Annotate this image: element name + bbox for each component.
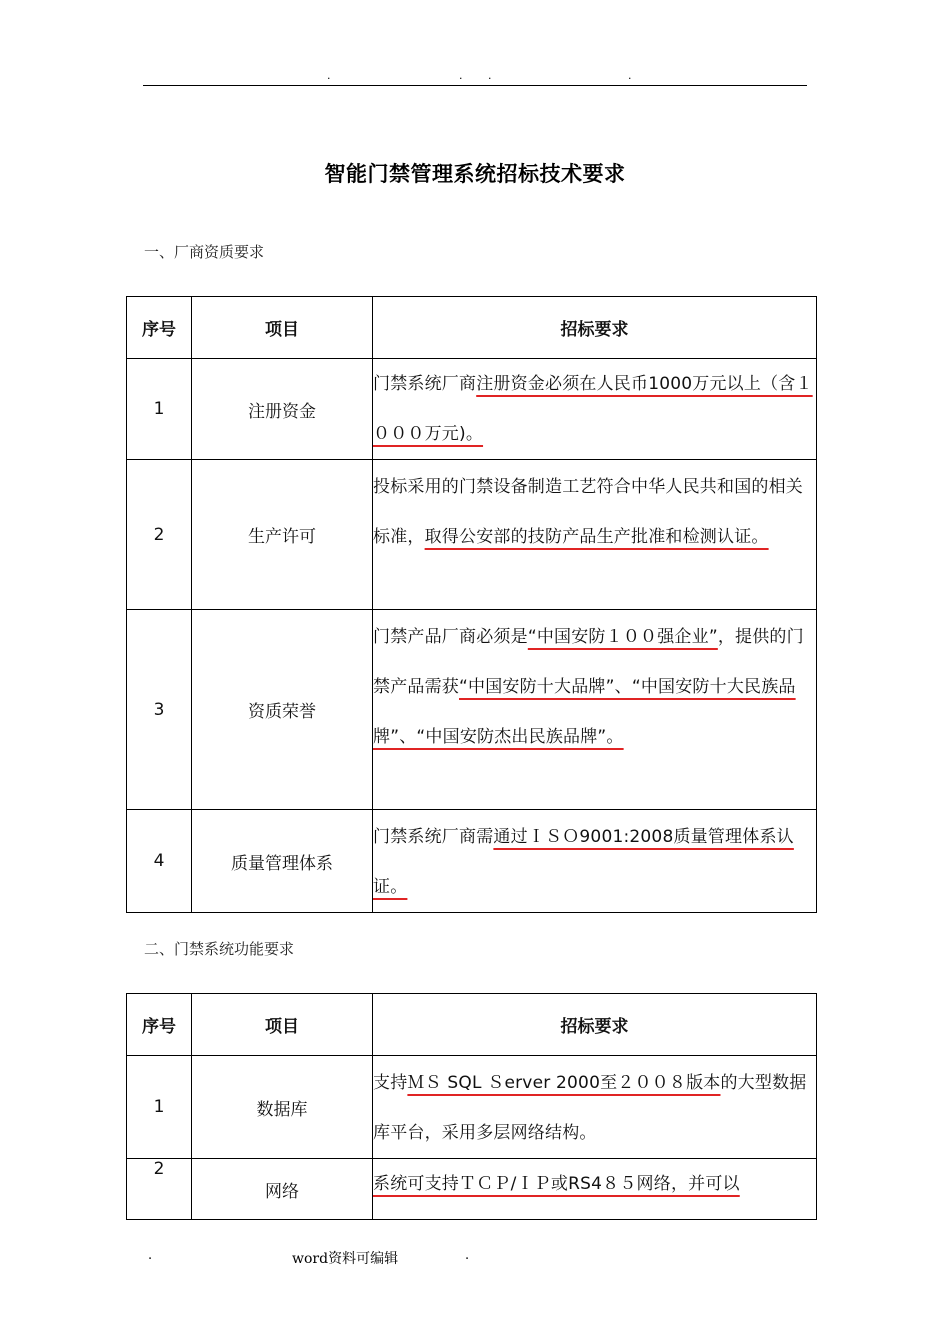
row-requirement — [373, 810, 817, 913]
footer-text: word资料可编辑 — [292, 1251, 399, 1267]
requirement-underlined: ＭＳ SQL Ｓerver 2000至２００８版本 — [407, 1073, 721, 1093]
requirement-text: 投标采用的门禁设备制造工艺符合中华人民共和国的相关标准， — [373, 477, 803, 547]
row-number: 4 — [127, 810, 192, 913]
row-item: 质量管理体系 — [192, 810, 373, 913]
table-row — [127, 610, 817, 810]
requirement-underlined: 系统可支持ＴＣＰ/ＩＰ或RS4８５网络，并可以 — [373, 1174, 740, 1194]
row-item: 资质荣誉 — [192, 610, 373, 810]
document-title: 智能门禁管理系统招标技术要求 — [324, 162, 626, 186]
row-requirement — [373, 460, 817, 610]
requirement-text: 支持 — [373, 1073, 408, 1093]
table-header-row — [127, 297, 817, 359]
header-dot: . — [459, 69, 463, 82]
row-requirement — [373, 610, 817, 810]
header-dot: . — [327, 69, 331, 82]
row-number: 1 — [127, 1056, 192, 1159]
table-row — [127, 1056, 817, 1159]
column-header: 招标要求 — [373, 297, 817, 359]
table-row — [127, 359, 817, 460]
column-header: 序号 — [127, 994, 192, 1056]
row-requirement — [373, 1056, 817, 1159]
row-requirement — [373, 359, 817, 460]
requirement-underlined: “中国安防１００强企业” — [527, 627, 718, 647]
table-row — [127, 810, 817, 913]
row-number: 2 — [127, 1159, 192, 1220]
row-number: 2 — [127, 460, 192, 610]
section-heading-qualification: 一、厂商资质要求 — [144, 243, 265, 261]
function-table — [126, 993, 817, 1220]
footer-dot: . — [465, 1248, 470, 1263]
table-row — [127, 460, 817, 610]
header-dot: . — [628, 69, 632, 82]
requirement-underlined: “中国安防十大品牌”、“中国安防十大民族品牌”、“中国安防杰出民族品牌”。 — [373, 677, 796, 747]
header-dot: . — [488, 69, 492, 82]
table-header-row — [127, 994, 817, 1056]
row-item: 注册资金 — [192, 359, 373, 460]
row-item: 生产许可 — [192, 460, 373, 610]
header-rule — [143, 85, 807, 86]
qualification-table — [126, 296, 817, 913]
row-requirement — [373, 1159, 817, 1220]
column-header: 招标要求 — [373, 994, 817, 1056]
row-number: 3 — [127, 610, 192, 810]
column-header: 项目 — [192, 994, 373, 1056]
column-header: 序号 — [127, 297, 192, 359]
table-row — [127, 1159, 817, 1220]
requirement-text: 门禁系统厂商需 — [373, 827, 494, 847]
column-header: 项目 — [192, 297, 373, 359]
requirement-text: ，提供的门禁产品需获 — [373, 627, 804, 697]
header-dots — [0, 70, 950, 84]
requirement-underlined: 通过ＩＳＯ9001:2008质量管理体系认证。 — [373, 827, 794, 897]
row-item: 网络 — [192, 1159, 373, 1220]
footer-dot: . — [148, 1248, 153, 1263]
requirement-underlined: 注册资金必须在人民币1000万元以上（含１０００万元)。 — [373, 374, 813, 444]
requirement-underlined: 取得公安部的技防产品生产批准和检测认证。 — [424, 527, 769, 547]
row-number: 1 — [127, 359, 192, 460]
row-item: 数据库 — [192, 1056, 373, 1159]
requirement-text: 门禁产品厂商必须是 — [373, 627, 528, 647]
section-heading-function: 二、门禁系统功能要求 — [144, 940, 295, 958]
requirement-text: 门禁系统厂商 — [373, 374, 477, 394]
requirement-text: 的大型数据库平台，采用多层网络结构。 — [373, 1073, 807, 1143]
page-footer — [0, 1248, 950, 1268]
